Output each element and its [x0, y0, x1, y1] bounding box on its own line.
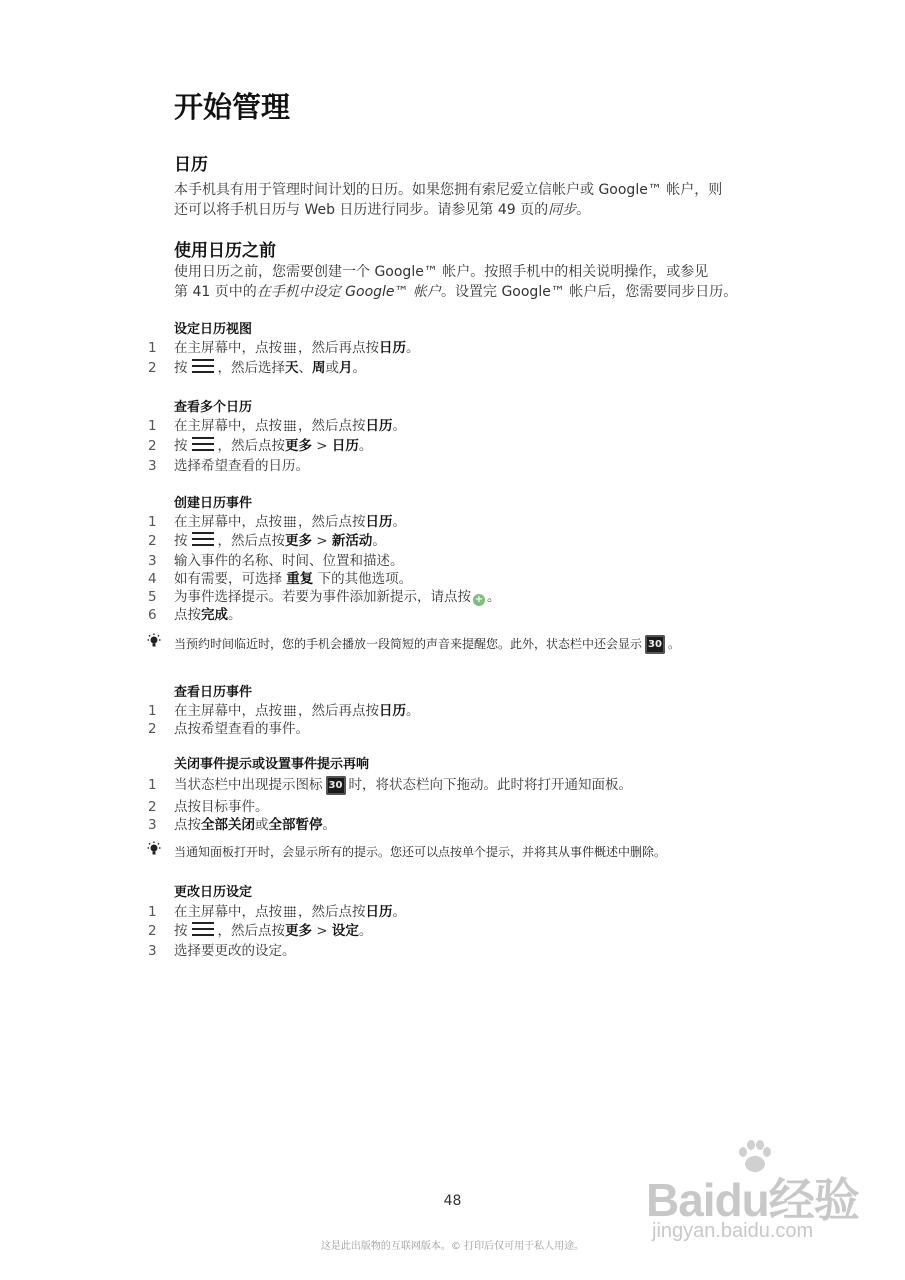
step-text: 当状态栏中出现提示图标 — [174, 777, 323, 793]
step-text: 点按 — [174, 607, 201, 623]
step-bold: 日历 — [379, 703, 406, 719]
step-number: 1 — [148, 777, 157, 793]
step-text: 或 — [325, 360, 339, 376]
step-text: 。 — [358, 923, 373, 939]
step-text: 按 — [174, 438, 188, 454]
step-number: 3 — [148, 943, 157, 959]
apps-grid-icon — [284, 906, 296, 917]
step — [148, 775, 632, 795]
step — [148, 797, 269, 817]
step-bold: 重复 — [286, 571, 314, 587]
heading-change: 更改日历设定 — [174, 885, 253, 900]
before-intro — [174, 262, 774, 302]
step-number: 1 — [148, 904, 157, 920]
tip-note — [146, 633, 680, 655]
step-text: ，然后点按 — [217, 923, 285, 939]
step-bold: 月 — [339, 360, 353, 376]
menu-icon — [192, 359, 214, 375]
page-number: 48 — [443, 1193, 462, 1209]
step-text: 。 — [228, 607, 242, 623]
intro-line-1: 本手机具有用于管理时间计划的日历。如果您拥有索尼爱立信帐户或 Google™ 帐户，则 — [174, 182, 723, 198]
step-number: 2 — [148, 533, 157, 549]
tip-note — [146, 841, 666, 863]
menu-icon — [192, 437, 214, 453]
step-text: 输入事件的名称、时间、位置和描述。 — [174, 553, 404, 569]
step-text: 。 — [487, 589, 501, 605]
step-text: 按 — [174, 360, 188, 376]
step-text: > — [312, 923, 332, 939]
step-number: 2 — [148, 799, 157, 815]
calendar-notification-icon: 30 — [326, 776, 346, 795]
add-reminder-icon: + — [474, 594, 484, 605]
step-text: 选择要更改的设定。 — [174, 943, 296, 959]
step-number: 2 — [148, 923, 157, 939]
step-text: 。 — [322, 817, 336, 833]
step-number: 1 — [148, 703, 157, 719]
step-bold: 设定 — [331, 923, 359, 939]
calendar-notification-icon: 30 — [645, 635, 665, 654]
tip-text: 当预约时间临近时，您的手机会播放一段简短的声音来提醒您。此外，状态栏中还会显示 — [174, 637, 643, 651]
heading-dismiss: 关闭事件提示或设置事件提示再响 — [174, 757, 370, 772]
menu-icon — [192, 922, 214, 938]
heading-view-event: 查看日历事件 — [174, 685, 253, 700]
step-text: > — [312, 533, 332, 549]
lightbulb-icon — [146, 841, 174, 864]
tip-text: 当通知面板打开时，会显示所有的提示。您还可以点按单个提示，并将其从事件概述中删除。 — [174, 845, 667, 859]
step — [148, 605, 242, 625]
menu-icon — [192, 532, 214, 548]
step — [148, 512, 406, 532]
page-title: 开始管理 — [174, 90, 291, 124]
step-text: 在主屏幕中，点按 — [174, 418, 282, 434]
step — [148, 941, 296, 961]
google-account-link[interactable]: 在手机中设定 Google™ 帐户 — [256, 284, 441, 300]
apps-grid-icon — [284, 342, 296, 353]
step-text: 在主屏幕中，点按 — [174, 703, 282, 719]
step — [148, 719, 309, 739]
step-number: 1 — [148, 514, 157, 530]
before-line-2: 第 41 页中的 — [174, 284, 257, 300]
step-number: 1 — [148, 418, 157, 434]
step-text: 按 — [174, 923, 188, 939]
step-text: 如有需要，可选择 — [174, 571, 287, 587]
step — [148, 569, 412, 589]
step-number: 1 — [148, 340, 157, 356]
step-number: 2 — [148, 721, 157, 737]
step-text: 。 — [352, 360, 366, 376]
step-text: 时，将状态栏向下拖动。此时将打开通知面板。 — [348, 777, 632, 793]
step — [148, 338, 420, 358]
step-text: 、 — [298, 360, 312, 376]
step-text: 。 — [358, 438, 373, 454]
section-heading-calendar: 日历 — [174, 155, 208, 175]
step-text: 。 — [406, 703, 420, 719]
step-text: 按 — [174, 533, 188, 549]
step-text: ，然后点按 — [298, 904, 366, 920]
step — [148, 902, 406, 922]
heading-multi: 查看多个日历 — [174, 400, 253, 415]
step-bold: 更多 — [285, 533, 312, 549]
step-text: 在主屏幕中，点按 — [174, 904, 282, 920]
step-number: 5 — [148, 589, 157, 605]
step — [148, 358, 366, 378]
step — [148, 551, 404, 571]
step-bold: 日历 — [365, 904, 393, 920]
apps-grid-icon — [284, 705, 296, 716]
step-text: ，然后点按 — [298, 418, 366, 434]
step-text: 点按希望查看的事件。 — [174, 721, 309, 737]
heading-create: 创建日历事件 — [174, 496, 253, 511]
baidu-watermark — [646, 1140, 866, 1250]
step-text: 。 — [392, 418, 406, 434]
step-number: 3 — [148, 817, 157, 833]
step-text: > — [312, 438, 332, 454]
section-heading-before: 使用日历之前 — [174, 241, 276, 261]
step — [148, 921, 372, 941]
calendar-intro — [174, 180, 774, 220]
apps-grid-icon — [284, 516, 296, 527]
step-text: 。 — [392, 514, 406, 530]
step — [148, 815, 336, 835]
step — [148, 587, 501, 607]
step-text: 点按 — [174, 817, 201, 833]
step-text: 在主屏幕中，点按 — [174, 340, 282, 356]
step-bold: 日历 — [331, 438, 359, 454]
step-bold: 更多 — [285, 438, 312, 454]
step-bold: 更多 — [285, 923, 312, 939]
step-bold: 天 — [285, 360, 299, 376]
step-number: 3 — [148, 458, 157, 474]
step-text: 为事件选择提示。若要为事件添加新提示，请点按 — [174, 589, 471, 605]
step-bold: 全部关闭 — [201, 817, 255, 833]
step-text: ，然后点按 — [217, 438, 285, 454]
watermark-brand: Baidu经验 — [646, 1174, 859, 1226]
step-bold: 新活动 — [331, 533, 373, 549]
step-text: 点按目标事件。 — [174, 799, 269, 815]
step-number: 2 — [148, 360, 157, 376]
step-text: 下的其他选项。 — [313, 571, 413, 587]
step-text: ，然后再点按 — [298, 340, 379, 356]
step-bold: 日历 — [365, 418, 393, 434]
step-bold: 完成 — [201, 607, 228, 623]
step-text: 。 — [406, 340, 420, 356]
step-number: 2 — [148, 438, 157, 454]
step-text: ，然后点按 — [217, 533, 285, 549]
step-bold: 日历 — [365, 514, 393, 530]
step-text: ，然后点按 — [298, 514, 366, 530]
step-bold: 周 — [312, 360, 326, 376]
sync-link[interactable]: 同步 — [548, 202, 577, 218]
step-number: 4 — [148, 571, 157, 587]
step-text: ，然后再点按 — [298, 703, 379, 719]
step-text: 。 — [372, 533, 386, 549]
step-number: 3 — [148, 553, 157, 569]
intro-line-2-end: 。 — [576, 202, 591, 218]
intro-line-2: 还可以将手机日历与 Web 日历进行同步。请参见第 49 页的 — [174, 202, 549, 218]
step — [148, 436, 372, 456]
step — [148, 531, 386, 551]
step-text: 在主屏幕中，点按 — [174, 514, 282, 530]
watermark-url: jingyan.baidu.com — [652, 1220, 814, 1242]
step — [148, 701, 420, 721]
step — [148, 456, 309, 476]
step-number: 6 — [148, 607, 157, 623]
before-line-1: 使用日历之前，您需要创建一个 Google™ 帐户。按照手机中的相关说明操作，或参见 — [174, 264, 709, 280]
step-text: 选择希望查看的日历。 — [174, 458, 309, 474]
step-text: 。 — [392, 904, 406, 920]
apps-grid-icon — [284, 420, 296, 431]
before-line-2-end: 。设置完 Google™ 帐户后，您需要同步日历。 — [441, 284, 738, 300]
step-bold: 日历 — [379, 340, 406, 356]
tip-text: 。 — [668, 637, 681, 651]
heading-set-view: 设定日历视图 — [174, 322, 253, 337]
step — [148, 416, 406, 436]
step-text: 或 — [255, 817, 269, 833]
step-text: ，然后选择 — [217, 360, 285, 376]
footer-note: 这是此出版物的互联网版本。© 打印后仅可用于私人用途。 — [320, 1241, 585, 1252]
step-bold: 全部暂停 — [268, 817, 323, 833]
lightbulb-icon — [146, 633, 174, 656]
